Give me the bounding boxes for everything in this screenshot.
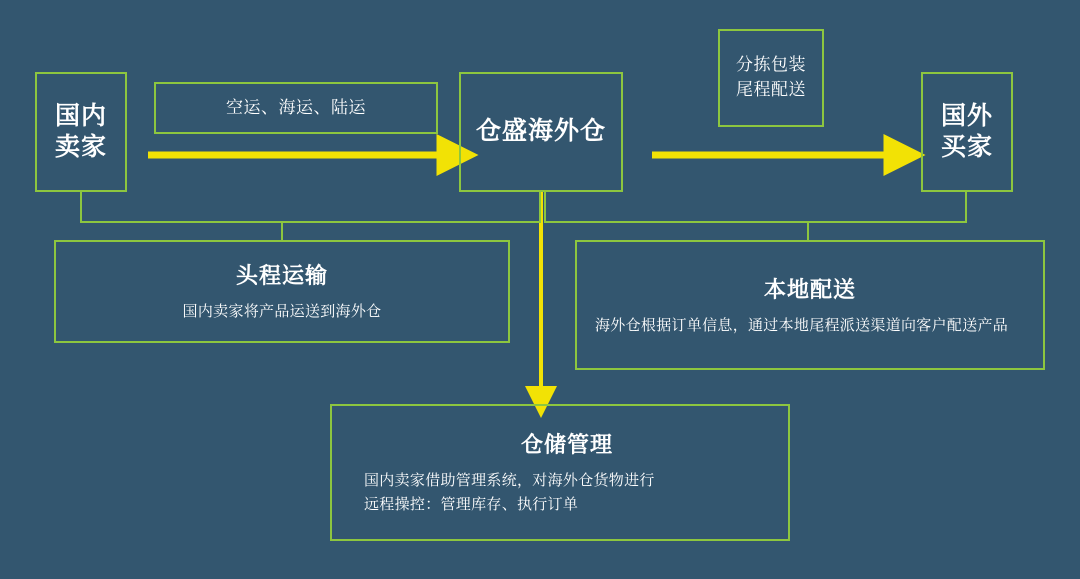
panel-first-leg — [54, 240, 510, 343]
panel-warehouse-management-body-line1: 国内卖家借助管理系统，对海外仓货物进行 — [364, 472, 655, 489]
panel-warehouse-management — [330, 404, 790, 541]
label-transport-modes — [154, 82, 438, 134]
panel-local-delivery-title: 本地配送 — [763, 276, 856, 302]
node-overseas-buyer-label: 国外 买家 — [940, 101, 993, 161]
node-overseas-warehouse-label: 仓盛海外仓 — [475, 117, 606, 146]
label-transport-modes-text: 空运、海运、陆运 — [226, 97, 366, 117]
node-domestic-seller-label: 国内 卖家 — [54, 101, 107, 161]
label-sorting-line2: 尾程配送 — [736, 80, 806, 99]
panel-local-delivery-body: 海外仓根据订单信息，通过本地尾程派送渠道向客户配送产品 — [595, 316, 1009, 334]
panel-first-leg-title: 头程运输 — [235, 263, 328, 288]
label-sorting-line1: 分拣包装 — [736, 55, 806, 75]
label-sorting-packaging — [718, 29, 824, 127]
node-domestic-seller — [35, 72, 127, 192]
panel-first-leg-body: 国内卖家将产品运送到海外仓 — [182, 303, 382, 320]
panel-warehouse-management-body-line2: 远程操控：管理库存、执行订单 — [364, 496, 579, 513]
node-overseas-buyer — [921, 72, 1013, 192]
node-overseas-warehouse — [459, 72, 623, 192]
panel-warehouse-management-title: 仓储管理 — [520, 432, 613, 457]
panel-local-delivery — [575, 240, 1045, 370]
